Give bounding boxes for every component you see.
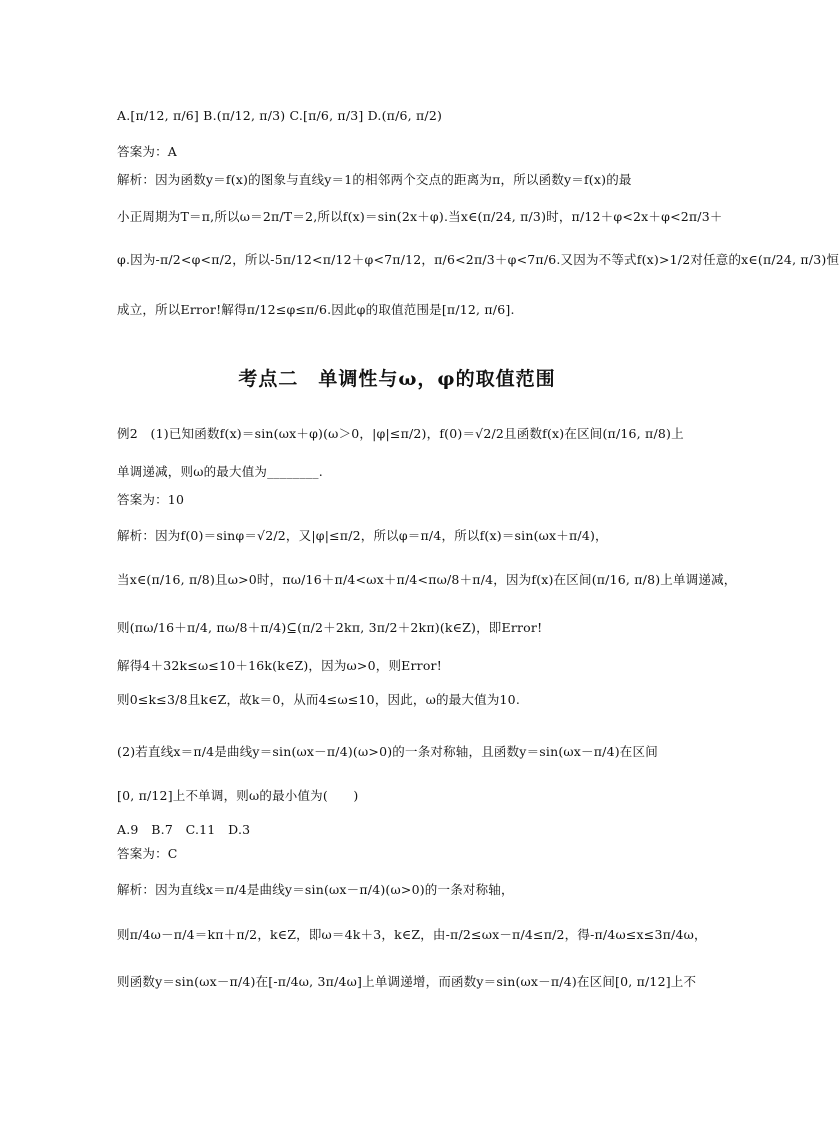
analysis-text: 解得4＋32k≤ω≤10＋16k(k∈Z)，因为ω>0，则Error! (117, 658, 442, 673)
answer-options-line: A.[π/12, π/6] B.(π/12, π/3) C.[π/6, π/3] D.(π/6, π/2) (117, 108, 443, 123)
analysis-text: 则函数y＝sin(ωx－π/4)在[-π/4ω, 3π/4ω]上单调递增，而函数y＝sin(ωx－π/4)在区间[0, π/12]上不 (117, 974, 697, 989)
analysis-text: 解析：因为直线x＝π/4是曲线y＝sin(ωx－π/4)(ω>0)的一条对称轴， (117, 882, 514, 897)
analysis-text: φ.因为-π/2<φ<π/2，所以-5π/12<π/12＋φ<7π/12，π/6<2π/3＋φ<7π/6.又因为不等式f(x)>1/2对任意的x∈(π/24, π/3)恒 (117, 252, 839, 267)
example-text: (2)若直线x＝π/4是曲线y＝sin(ωx－π/4)(ω>0)的一条对称轴，且函数y＝sin(ωx－π/4)在区间 (117, 744, 658, 759)
analysis-text: 当x∈(π/16, π/8)且ω>0时，πω/16＋π/4<ωx＋π/4<πω/8＋π/4，因为f(x)在区间(π/16, π/8)上单调递减， (117, 572, 737, 587)
section-heading: 考点二 单调性与ω，φ的取值范围 (238, 368, 556, 390)
analysis-text: 则π/4ω－π/4＝kπ＋π/2，k∈Z，即ω＝4k＋3，k∈Z，由-π/2≤ωx－π/4≤π/2，得-π/4ω≤x≤3π/4ω， (117, 927, 707, 942)
answer-line: 答案为：C (117, 846, 178, 861)
answer-line: 答案为：10 (117, 492, 185, 507)
analysis-text: 则(πω/16＋π/4, πω/8＋π/4)⊆(π/2＋2kπ, 3π/2＋2kπ)(k∈Z)，即Error! (117, 620, 543, 635)
example-text: 例2 (1)已知函数f(x)＝sin(ωx＋φ)(ω＞0，|φ|≤π/2)，f(0)＝√2/2且函数f(x)在区间(π/16, π/8)上 (117, 426, 684, 441)
answer-line: 答案为：A (117, 144, 178, 159)
analysis-text: 则0≤k≤3/8且k∈Z，故k＝0，从而4≤ω≤10，因此，ω的最大值为10. (117, 692, 521, 707)
example-text: 单调递减，则ω的最大值为________. (117, 464, 323, 479)
analysis-text: 解析：因为函数y＝f(x)的图象与直线y＝1的相邻两个交点的距离为π，所以函数y＝f(x)的最 (117, 172, 632, 187)
example-text: [0, π/12]上不单调，则ω的最小值为( ) (117, 788, 359, 803)
answer-options-line: A.9 B.7 C.11 D.3 (117, 822, 251, 837)
analysis-text: 成立，所以Error!解得π/12≤φ≤π/6.因此φ的取值范围是[π/12, π/6]. (117, 302, 515, 317)
analysis-text: 小正周期为T＝π,所以ω＝2π/T＝2,所以f(x)＝sin(2x＋φ).当x∈(π/24, π/3)时，π/12＋φ<2x＋φ<2π/3＋ (117, 209, 723, 224)
analysis-text: 解析：因为f(0)＝sinφ＝√2/2，又|φ|≤π/2，所以φ＝π/4，所以f(x)＝sin(ωx＋π/4)， (117, 528, 608, 543)
